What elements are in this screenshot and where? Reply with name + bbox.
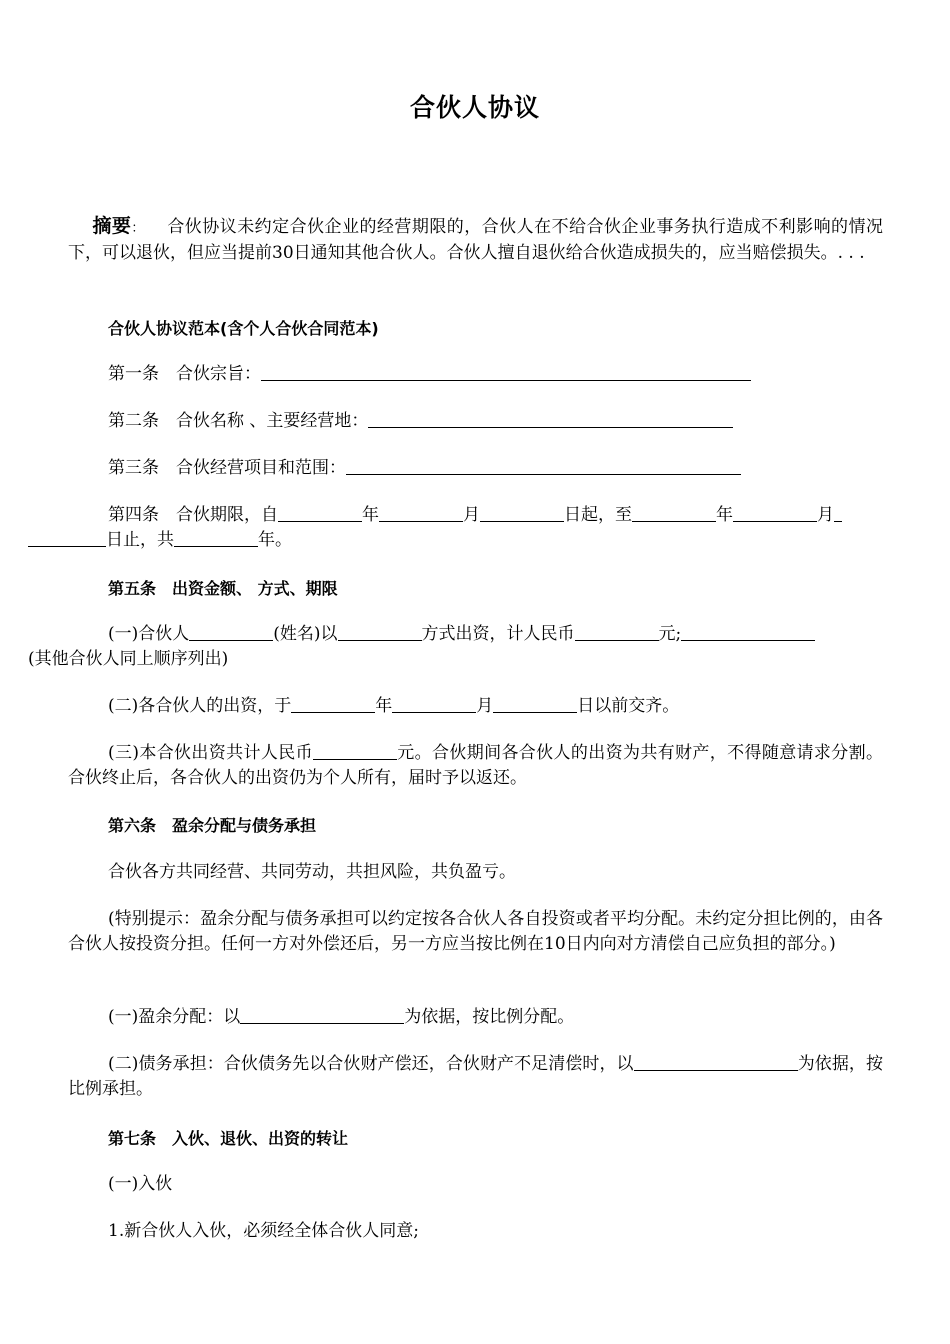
a5-2-text-a: (二)各合伙人的出资，于 — [108, 696, 292, 716]
end-month-blank[interactable] — [733, 503, 817, 522]
payment-year-blank[interactable] — [291, 694, 375, 713]
article-5-item-2 — [68, 694, 883, 719]
article-3-blank[interactable] — [346, 456, 741, 475]
a5-1-text-a: (一)合伙人 — [108, 624, 190, 644]
total-capital-blank[interactable] — [313, 741, 397, 760]
end-day-unit: 日止，共 — [106, 530, 174, 550]
abstract-label: 摘要 — [92, 215, 132, 237]
article-1 — [68, 362, 883, 387]
start-month-unit: 月 — [463, 505, 480, 525]
a5-3-text-b: 元。合伙期间各合伙人的出资为共有财产，不得随意请求分割。合伙终止后，各合伙人的出资仍为个人所有，届时予以返还。 — [68, 743, 883, 788]
article-3-label: 第三条 合伙经营项目和范围： — [108, 458, 346, 478]
article-2-label: 第二条 合伙名称 、主要经营地： — [108, 411, 369, 431]
payment-month-blank[interactable] — [392, 694, 476, 713]
contribution-amount-blank[interactable] — [575, 622, 659, 641]
article-2-blank[interactable] — [368, 409, 733, 428]
start-year-unit: 年 — [362, 505, 379, 525]
sample-title: 合伙人协议范本(含个人合伙合同范本) — [108, 319, 379, 338]
contribution-method-blank[interactable] — [338, 622, 422, 641]
start-day-unit: 日起，至 — [564, 505, 632, 525]
start-day-blank[interactable] — [480, 503, 564, 522]
article-6-heading: 第六条 盈余分配与债务承担 — [108, 816, 317, 835]
payment-day-blank[interactable] — [493, 694, 577, 713]
a5-1-text-b: (姓名)以 — [273, 624, 338, 644]
profit-basis-blank[interactable] — [240, 1005, 404, 1024]
article-5-item-1 — [28, 622, 883, 672]
end-year-blank[interactable] — [632, 503, 716, 522]
abstract-paragraph — [68, 214, 883, 266]
a5-1-text-e: (其他合伙人同上顺序列出) — [28, 649, 229, 669]
a5-3-text-a: (三)本合伙出资共计人民币 — [108, 743, 313, 763]
start-month-blank[interactable] — [379, 503, 463, 522]
article-6-item-2 — [68, 1052, 883, 1102]
article-1-label: 第一条 合伙宗旨： — [108, 364, 261, 384]
a6-2-text-a: (二)债务承担：合伙债务先以合伙财产偿还，合伙财产不足清偿时，以 — [108, 1054, 634, 1074]
total-years-unit: 年。 — [258, 530, 292, 550]
article-7-item-1: (一)入伙 — [108, 1174, 173, 1194]
partner-name-blank[interactable] — [189, 622, 273, 641]
article-6-para-1: 合伙各方共同经营、共同劳动，共担风险，共负盈亏。 — [108, 862, 516, 882]
article-5-heading: 第五条 出资金额、 方式、期限 — [108, 579, 338, 598]
a5-1-text-c: 方式出资，计人民币 — [421, 624, 575, 644]
article-1-blank[interactable] — [261, 362, 751, 381]
article-2 — [68, 409, 883, 434]
article-6-item-1 — [68, 1005, 883, 1030]
article-4-label: 第四条 合伙期限，自 — [108, 505, 278, 525]
article-6-note: (特别提示：盈余分配与债务承担可以约定按各合伙人各自投资或者平均分配。未约定分担比例的，由各合伙人按投资分担。任何一方对外偿还后，另一方应当按比例在10日内向对方清偿自己应负担的部分。) — [68, 909, 883, 954]
article-7-item-1-1: 1.新合伙人入伙，必须经全体合伙人同意; — [108, 1221, 419, 1241]
end-day-blank-part2[interactable] — [28, 528, 106, 547]
a5-1-text-d: 元; — [658, 624, 682, 644]
a6-1-text-a: (一)盈余分配：以 — [108, 1007, 241, 1027]
article-3 — [68, 456, 883, 481]
a6-1-text-b: 为依据，按比例分配。 — [404, 1007, 575, 1027]
document-title: 合伙人协议 — [409, 93, 540, 122]
a5-2-year-unit: 年 — [375, 696, 393, 716]
debt-basis-blank[interactable] — [634, 1052, 798, 1071]
a6-2-text-b: 为依据，按比例承担。 — [68, 1054, 884, 1099]
abstract-text: 合伙协议未约定合伙企业的经营期限的，合伙人在不给合伙企业事务执行造成不利影响的情况下，可以退伙，但应当提前30日通知其他合伙人。合伙人擅自退伙给合伙造成损失的，应当赔偿损失。. . . — [68, 217, 883, 263]
article-7-heading: 第七条 入伙、退伙、出资的转让 — [108, 1129, 349, 1148]
start-year-blank[interactable] — [278, 503, 362, 522]
article-4 — [68, 503, 883, 553]
article-5-item-3 — [68, 741, 883, 791]
end-day-blank-part1[interactable] — [834, 503, 842, 522]
end-year-unit: 年 — [716, 505, 733, 525]
a5-2-text-d: 日以前交齐。 — [577, 696, 680, 716]
a5-2-month-unit: 月 — [476, 696, 494, 716]
other-partner-blank[interactable] — [681, 622, 815, 641]
abstract-colon: ： — [131, 221, 145, 236]
end-month-unit: 月 — [817, 505, 834, 525]
total-years-blank[interactable] — [174, 528, 258, 547]
